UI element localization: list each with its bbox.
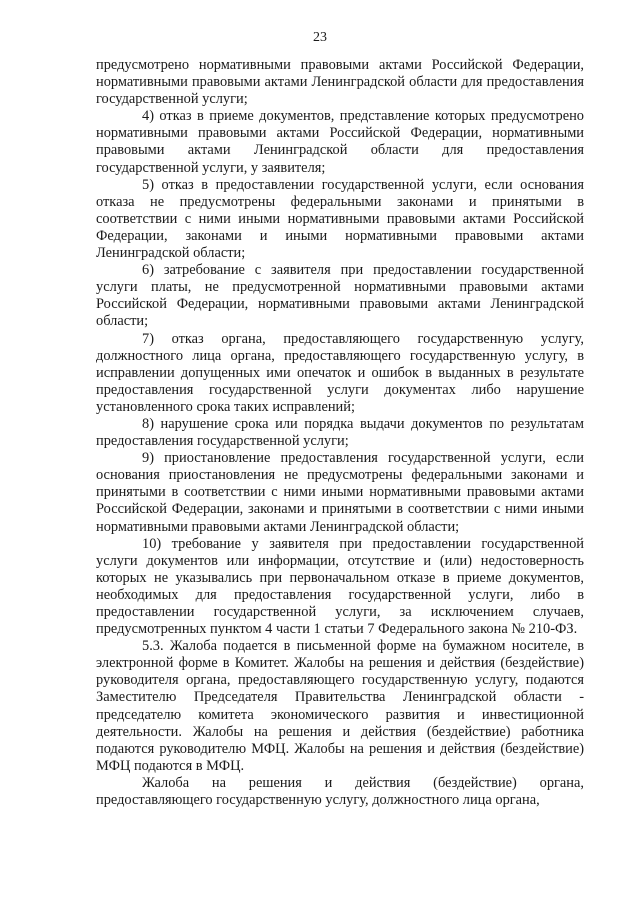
paragraph-item-7: 7) отказ органа, предоставляющего государственную услугу, должностного лица органа, предоставляющего государственную услугу, в исправлении допущенных ими опечаток и ошибок в выданных в результате предоставления государственной услуги документах либо нарушение установленного срока таких исправлений; [96, 330, 584, 415]
paragraph-item-4: 4) отказ в приеме документов, представление которых предусмотрено нормативными правовыми актами Российской Федерации, нормативными правовыми актами Ленинградской области для предоставления государственной услуги, у заявителя; [96, 108, 584, 176]
paragraph-section-5-3: 5.3. Жалоба подается в письменной форме на бумажном носителе, в электронной форме в Комитет. Жалобы на решения и действия (бездействие) руководителя органа, предоставляющего государственную услугу, подаются Заместителю Председателя Правительства Ленинградской области - председателю комитета экономического развития и инвестиционной деятельности. Жалобы на решения и действия (бездействие) работника подаются руководителю МФЦ. Жалобы на решения и действия (бездействие) МФЦ подаются в МФЦ. [96, 638, 584, 774]
paragraph-item-8: 8) нарушение срока или порядка выдачи документов по результатам предоставления государственной услуги; [96, 415, 584, 450]
paragraph-item-9: 9) приостановление предоставления государственной услуги, если основания приостановления не предусмотрены федеральными законами и принятыми в соответствии с ними иными нормативными правовыми актами Российской Федерации, законами и принятыми в соответствии с ними иными нормативными правовыми актами Ленинградской области; [96, 450, 584, 535]
paragraph-item-10: 10) требование у заявителя при предоставлении государственной услуги документов или информации, отсутствие и (или) недостоверность которых не указывались при первоначальном отказе в приеме документов, необходимых для предоставления государственной услуги, либо в предоставлении государственной услуги, за исключением случаев, предусмотренных пунктом 4 части 1 статьи 7 Федерального закона № 210-ФЗ. [96, 535, 584, 638]
document-body [96, 57, 584, 809]
page-number: 23 [313, 30, 327, 45]
paragraph-complaint: Жалоба на решения и действия (бездействие) органа, предоставляющего государственную услугу, должностного лица органа, [96, 774, 584, 809]
paragraph-item-6: 6) затребование с заявителя при предоставлении государственной услуги платы, не предусмотренной нормативными правовыми актами Российской Федерации, нормативными правовыми актами Ленинградской области; [96, 262, 584, 330]
paragraph-continuation: предусмотрено нормативными правовыми актами Российской Федерации, нормативными правовыми актами Ленинградской области для предоставления государственной услуги; [96, 57, 584, 108]
paragraph-item-5: 5) отказ в предоставлении государственной услуги, если основания отказа не предусмотрены федеральными законами и принятыми в соответствии с ними иными нормативными правовыми актами Российской Федерации, законами и иными нормативными правовыми актами Ленинградской области; [96, 176, 584, 262]
